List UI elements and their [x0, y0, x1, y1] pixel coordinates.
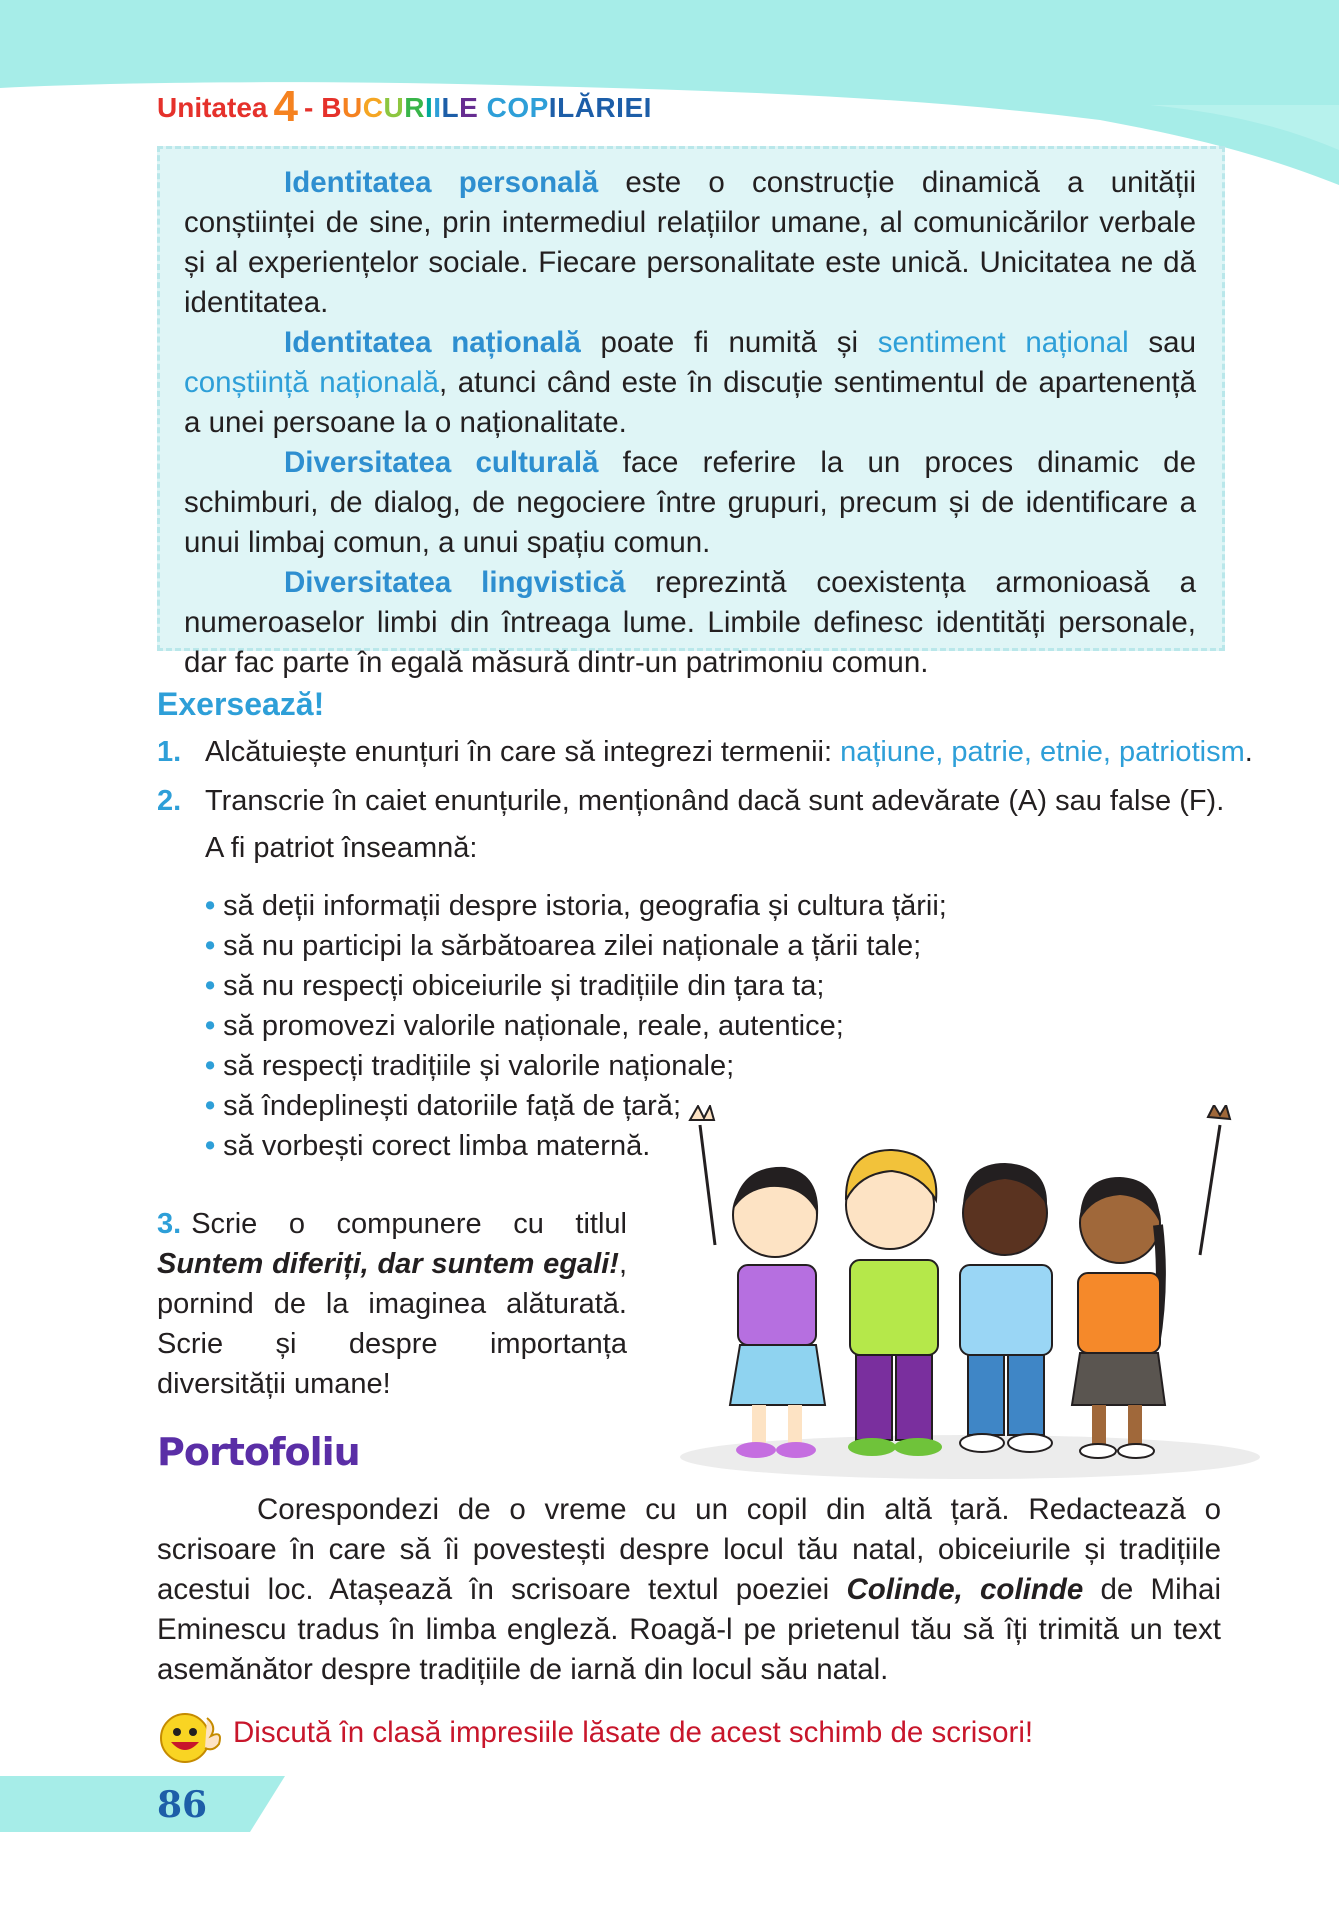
unit-title-letter: U [383, 92, 405, 123]
exercise-1 [157, 732, 1253, 772]
bullet-icon: • [205, 1050, 216, 1082]
statement-text: să promovezi valorile naționale, reale, autentice; [223, 1010, 844, 1042]
unit-title-letter: R [404, 92, 425, 123]
statement-text: să îndeplinești datoriile față de țară; [223, 1090, 681, 1122]
exercise-text: , pornind de la imaginea alăturată. Scrie și despre importanța diversității umane! [157, 1248, 627, 1400]
exercises-title: Exersează! [157, 686, 325, 722]
exercise-text: Scrie o compunere cu titlul [191, 1208, 627, 1240]
child-girl-orange-figure [1072, 1105, 1230, 1458]
exercise-terms: națiune, patrie, etnie, patriotism [840, 736, 1245, 768]
definition-linguistic-diversity [184, 563, 1196, 683]
children-illustration [660, 1105, 1260, 1485]
unit-title-letter: O [507, 92, 530, 123]
definition-text: , atunci când este în discuție sentimentul de apartenență a unei persoane la o naționalitate. [184, 366, 1196, 439]
statement-text: să respecți tradițiile și valorile naționale; [223, 1050, 735, 1082]
footer-band [0, 1776, 300, 1832]
unit-header [157, 82, 652, 132]
definitions-box [157, 146, 1225, 679]
term-cultural-diversity: Diversitatea culturală [284, 446, 599, 479]
exercise-number: 3. [157, 1208, 182, 1240]
definition-cultural-diversity [184, 443, 1196, 563]
unit-word: Unitatea [157, 92, 268, 123]
child-boy-blue-figure [960, 1163, 1052, 1452]
unit-title-letter: I [616, 92, 625, 123]
bullet-icon: • [205, 1010, 216, 1042]
unit-title-letter: R [595, 92, 617, 123]
list-item [205, 886, 947, 926]
unit-title-letter: I [643, 92, 652, 123]
definition-text: este o construcție dinamică a unității conștiinței de sine, prin intermediul relațiilor umane, al comunicărilor verbale și al experiențelor sociale. Fiecare personalitate este unică. Unicitatea ne dă identitatea. [184, 166, 1196, 319]
definition-personal-identity [184, 163, 1196, 323]
term-national-identity: Identitatea națională [284, 326, 581, 359]
statement-text: să vorbești corect limba maternă. [223, 1130, 651, 1162]
definition-text: poate fi numită și [580, 326, 878, 359]
patriot-intro: A fi patriot înseamnă: [205, 832, 478, 864]
exercise-number: 2. [157, 785, 182, 817]
unit-title [321, 92, 652, 123]
unit-title-letter: C [362, 92, 384, 123]
unit-title-letter [478, 92, 486, 123]
exercise-2 [157, 781, 1224, 821]
list-item [205, 1046, 947, 1086]
definition-text: face referire la un proces dinamic de schimburi, de dialog, de negociere între grupuri, precum și de identificare a unui limbaj comun, a unui spațiu comun. [184, 446, 1196, 559]
statement-text: să nu participi la sărbătoarea zilei naționale a țării tale; [223, 930, 922, 962]
list-item [205, 926, 947, 966]
unit-title-letter: U [342, 92, 363, 123]
discussion-prompt: Discută în clasă impresiile lăsate de acest schimb de scrisori! [233, 1716, 1034, 1749]
child-girl-purple-figure [690, 1106, 825, 1458]
exercise-text: Alcătuiește enunțuri în care să integrezi termenii: [205, 736, 841, 768]
bullet-icon: • [205, 1130, 216, 1162]
statement-text: să deții informații despre istoria, geografia și cultura țării; [223, 890, 947, 922]
bullet-icon: • [205, 970, 216, 1002]
unit-dash: - [303, 92, 314, 123]
bullet-icon: • [205, 930, 216, 962]
page-number: 86 [157, 1784, 208, 1826]
portfolio-title: Portofoliu [157, 1430, 360, 1474]
definition-national-identity [184, 323, 1196, 443]
portfolio-text-part: de Mihai Eminescu tradus în limba engleză. Roagă-l pe prietenul tău să îți trimită un text asemănător despre tradițiile de iarnă din locul său natal. [157, 1573, 1221, 1686]
unit-title-letter: I [433, 92, 442, 123]
composition-title: Suntem diferiți, dar suntem egali! [157, 1248, 619, 1280]
unit-number: 4 [273, 82, 298, 131]
exercise-text: Transcrie în caiet enunțurile, menționând dacă sunt adevărate (A) sau false (F). [205, 785, 1225, 817]
child-boy-lime-figure [846, 1150, 942, 1456]
unit-title-letter: E [624, 92, 644, 123]
bullet-icon: • [205, 1090, 216, 1122]
statement-text: să nu respecți obiceiurile și tradițiile din țara ta; [223, 970, 825, 1002]
list-item [205, 966, 947, 1006]
list-item [205, 1006, 947, 1046]
unit-title-letter: P [529, 92, 549, 123]
term-linguistic-diversity: Diversitatea lingvistică [284, 566, 626, 599]
unit-title-letter: I [548, 92, 558, 123]
poem-title: Colinde, colinde [846, 1573, 1084, 1606]
unit-title-letter: L [557, 92, 575, 123]
unit-title-letter: B [321, 92, 343, 123]
unit-title-letter: L [441, 92, 460, 123]
highlight-national-sentiment: sentiment național [877, 326, 1129, 359]
portfolio-text [157, 1490, 1221, 1690]
definition-text: reprezintă coexistența armonioasă a numeroaselor limbi din întreaga lume. Limbile definesc identități personale, dar fac parte în egală măsură dintr-un patrimoniu comun. [184, 566, 1196, 679]
exercise-3 [157, 1204, 627, 1404]
unit-title-letter: Ă [574, 92, 596, 123]
exercise-number: 1. [157, 736, 182, 768]
exercise-text-end: . [1244, 736, 1253, 768]
highlight-national-conscience: conștiință națională [184, 366, 439, 399]
bullet-icon: • [205, 890, 216, 922]
definition-text: sau [1128, 326, 1196, 359]
unit-title-letter: I [424, 92, 434, 123]
unit-title-letter: C [486, 92, 508, 123]
smiley-icon [157, 1708, 229, 1764]
term-personal-identity: Identitatea personală [284, 166, 599, 199]
portfolio-text-part: Corespondezi de o vreme cu un copil din altă țară. Redactează o scrisoare în care să îi povestești despre locul tău natal, obiceiurile și tradițiile acestui loc. Atașează în scrisoare textul poeziei [157, 1493, 1221, 1606]
unit-title-letter: E [459, 92, 479, 123]
